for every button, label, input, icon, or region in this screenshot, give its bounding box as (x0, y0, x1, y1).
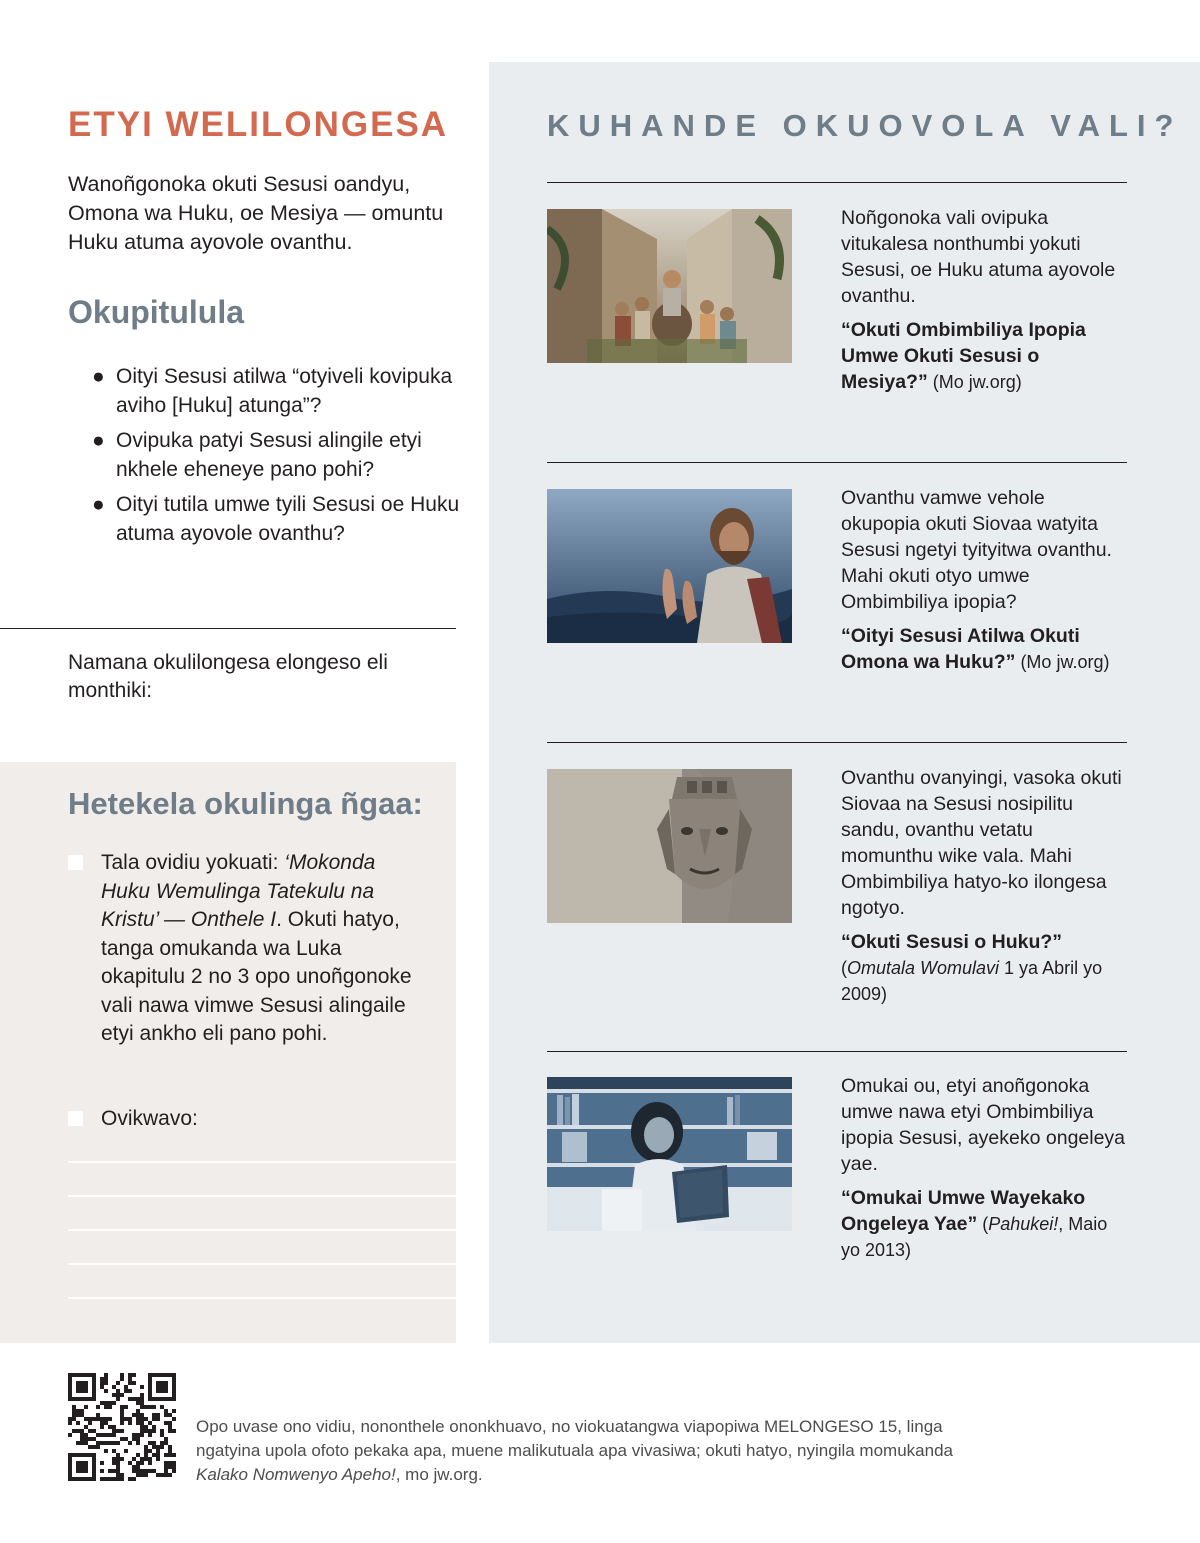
book-title: Kalako Nomwenyo Apeho! (196, 1465, 396, 1484)
resource-link[interactable]: “Okuti Sesusi o Huku?” (841, 931, 1063, 953)
writing-line[interactable] (68, 1297, 456, 1299)
try-this-heading: Hetekela okulinga ñgaa: (68, 786, 423, 821)
resource-entry: Ovanthu ovanyingi, vasoka okuti Siovaa na Sesusi nosipilitu sandu, ovanthu vetatu momunthu wike vala. Mahi Ombimbiliya hatyo-ko ilongesa ngotyo. “Okuti Sesusi o Huku?” (Omutala Womulavi 1 ya Abril yo 2009) (841, 767, 1122, 1004)
divider (547, 182, 1127, 183)
thumbnail-trinity-statue[interactable] (547, 769, 792, 923)
recap-item: ● Oityi Sesusi atilwa “otyiveli kovipuka aviho [Huku] atunga”? (92, 362, 462, 420)
qr-code-icon[interactable] (68, 1373, 176, 1481)
task-item-video[interactable]: Tala ovidiu yokuati: ‘Mokonda Huku Wemulinga Tatekulu na Kristu’ — Onthele I. Okuti hatyo, tanga omukanda wa Luka okapitulu 2 no 3 opo unoñgonoke vali nawa vimwe Sesusi alingaile etyi ankho eli pano pohi. (68, 849, 413, 1049)
resource-entry: Omukai ou, etyi anoñgonoka umwe nawa etyi Ombimbiliya ipopia Sesusi, ayekeko ongeleya yae. “Omukai Umwe Wayekako Ongeleya Yae” (Pahukei!, Maio yo 2013) (841, 1075, 1126, 1260)
checkbox[interactable] (68, 1111, 83, 1126)
divider (547, 742, 1127, 743)
lesson-title: ETYI WELILONGESA (68, 105, 449, 144)
bullet-icon: ● (92, 429, 105, 452)
thumbnail-jesus-donkey-crowd[interactable] (547, 209, 792, 363)
thumbnail-woman-reading-book[interactable] (547, 1077, 792, 1231)
recap-list (92, 362, 462, 554)
resource-entry: Noñgonoka vali ovipuka vitukalesa nonthumbi yokuti Sesusi, oe Huku atuma ayovole ovanthu. “Okuti Ombimbiliya Ipopia Umwe Okuti Sesusi o Mesiya?” (Mo jw.org) (841, 207, 1116, 393)
writing-line[interactable] (68, 1161, 456, 1163)
next-lesson-prompt: Namana okulilongesa elongeso eli monthiki: (68, 651, 388, 702)
thumbnail-jesus-praying-night[interactable] (547, 489, 792, 643)
bullet-icon: ● (92, 365, 105, 388)
lesson-summary: Wanoñgonoka okuti Sesusi oandyu, Omona wa Huku, oe Mesiya — omuntu Huku atuma ayovole ovanthu. (68, 172, 444, 254)
resource-entry: Ovanthu vamwe vehole okupopia okuti Siovaa watyita Sesusi ngetyi tyityitwa ovanthu. Mahi okuti otyo umwe Ombimbiliya ipopia? “Oityi Sesusi Atilwa Okuti Omona wa Huku?” (Mo jw.org) (841, 487, 1112, 673)
resource-link[interactable]: “Omukai Umwe Wayekako Ongeleya Yae” (841, 1187, 1086, 1235)
task-item-other[interactable]: Ovikwavo: (68, 1105, 413, 1134)
video-title: ‘Mokonda Huku Wemulinga Tatekulu na Kristu’ — Onthele I (101, 851, 376, 931)
divider (547, 1051, 1127, 1052)
bullet-icon: ● (92, 493, 105, 516)
checkbox[interactable] (68, 855, 83, 870)
writing-line[interactable] (68, 1229, 456, 1231)
explore-more-heading: KUHANDE OKUOVOLA VALI? (547, 108, 1183, 143)
divider (0, 628, 456, 629)
footer-note: Opo uvase ono vidiu, nononthele ononkhuavo, no viokuatangwa viapopiwa MELONGESO 15, linga ngatyina upola ofoto pekaka apa, muene malikutuala apa vivasiwa; okuti hatyo, nyingila momukanda Kalako Nomwenyo Apeho!, mo jw.org. (196, 1417, 953, 1484)
writing-line[interactable] (68, 1263, 456, 1265)
resource-link[interactable]: “Okuti Ombimbiliya Ipopia Umwe Okuti Sesusi o Mesiya?” (841, 319, 1086, 393)
recap-item: ● Ovipuka patyi Sesusi alingile etyi nkhele eheneye pano pohi? (92, 426, 462, 484)
divider (547, 462, 1127, 463)
recap-item: ● Oityi tutila umwe tyili Sesusi oe Huku atuma ayovole ovanthu? (92, 490, 462, 548)
writing-line[interactable] (68, 1195, 456, 1197)
recap-heading: Okupitulula (68, 294, 244, 330)
resource-link[interactable]: “Oityi Sesusi Atilwa Okuti Omona wa Huku?” (841, 625, 1080, 673)
